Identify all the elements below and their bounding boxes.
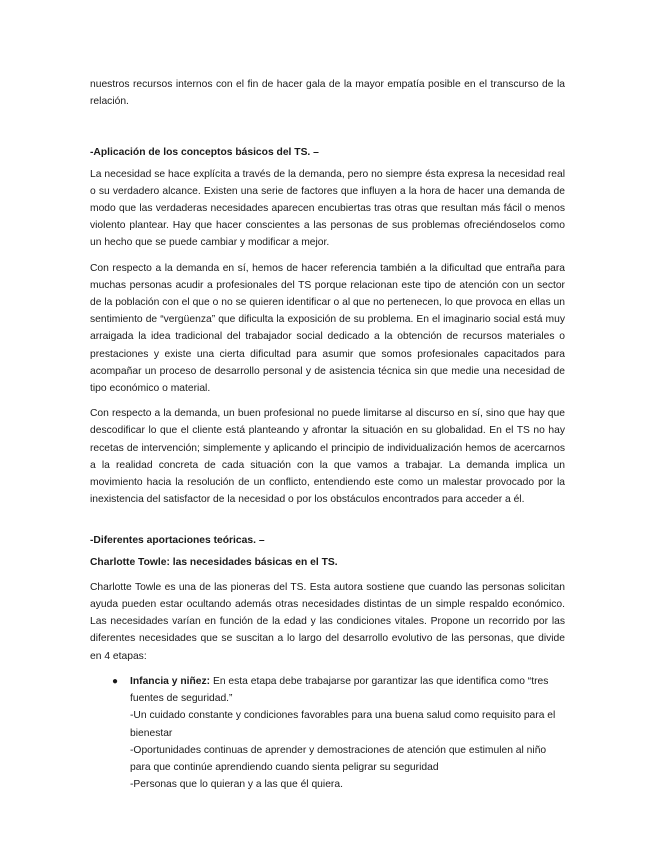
paragraph: Con respecto a la demanda, un buen profesional no puede limitarse al discurso en sí, sino que hay que descodificar lo que el cliente está planteando y afrontar la situación en su globalidad. En el TS no hay recetas de intervención; simplemente y aplicando el principio de individualización hemos de acercarnos a la realidad concreta de cada situación con la que vamos a trabajar. La demanda implica un movimiento hacia la resolución de un conflicto, entendiendo este como un malestar provocado por la inexistencia del satisfactor de la necesidad o por los obstáculos encontrados para acceder a él. <box>90 408 565 506</box>
bullet-subline: -Oportunidades continuas de aprender y demostraciones de atención que estimulen al niño para que continúe aprendiendo cuando sienta peligrar su seguridad <box>130 744 547 773</box>
bullet-lead <box>130 673 565 707</box>
paragraph: La necesidad se hace explícita a través de la demanda, pero no siempre ésta expresa la necesidad real o su verdadero alcance. Existen una serie de factores que influyen a la hora de hacer una demanda de modo que las verdaderas necesidades aparecen encubiertas tras otras que resultan más fácil o menos violento plantear. Hay que hacer conscientes a las personas de sus problemas ofreciéndoselos como un hecho que se puede cambiar y modificar a mejor. <box>90 168 565 249</box>
subheading-charlotte-towle: Charlotte Towle: las necesidades básicas en el TS. <box>90 556 338 568</box>
bullet-text: En esta etapa debe trabajarse por garantizar las que identifica como “tres fuentes de seguridad.” <box>130 675 549 705</box>
bullet-label: Infancia y niñez: <box>130 675 211 687</box>
section-heading-aportaciones: -Diferentes aportaciones teóricas. – <box>90 535 265 547</box>
paragraph: Charlotte Towle es una de las pioneras del TS. Esta autora sostiene que cuando las personas solicitan ayuda pueden estar ocultando además otras necesidades distintas de un simple respaldo económico. Las necesidades varían en función de la edad y las condiciones vitales. Propone un recorrido por las diferentes necesidades que se suscitan a lo largo del desarrollo evolutivo de las personas, que divide en 4 etapas: <box>90 581 565 662</box>
bullet-list <box>90 673 565 793</box>
section-heading-aplicacion: -Aplicación de los conceptos básicos del TS. – <box>90 147 319 159</box>
paragraph: Con respecto a la demanda en sí, hemos de hacer referencia también a la dificultad que entraña para muchas personas acudir a profesionales del TS porque relacionan este tipo de atención con un sector de la población con el que o no se quieren identificar o al que no pertenecen, lo que provoca en ellas un sentimiento de “vergüenza” que dificulta la exposición de su problema. En el imaginario social está muy arraigada la idea tradicional del trabajador social dedicado a la obtención de recursos materiales o prestaciones y existe una cierta dificultad para asumir que somos profesionales capacitados para acompañar un proceso de desarrollo personal y de asistencia técnica sin que medie una necesidad de tipo económico o material. <box>90 262 565 395</box>
bullet-subline: -Personas que lo quieran y a las que él quiera. <box>130 779 343 791</box>
bullet-subline: -Un cuidado constante y condiciones favorables para una buena salud como requisito para el bienestar <box>130 710 556 739</box>
intro-continuation: nuestros recursos internos con el fin de hacer gala de la mayor empatía posible en el transcurso de la relación. <box>90 79 565 108</box>
bullet-dot-icon: ● <box>112 675 119 687</box>
list-item <box>90 673 565 793</box>
